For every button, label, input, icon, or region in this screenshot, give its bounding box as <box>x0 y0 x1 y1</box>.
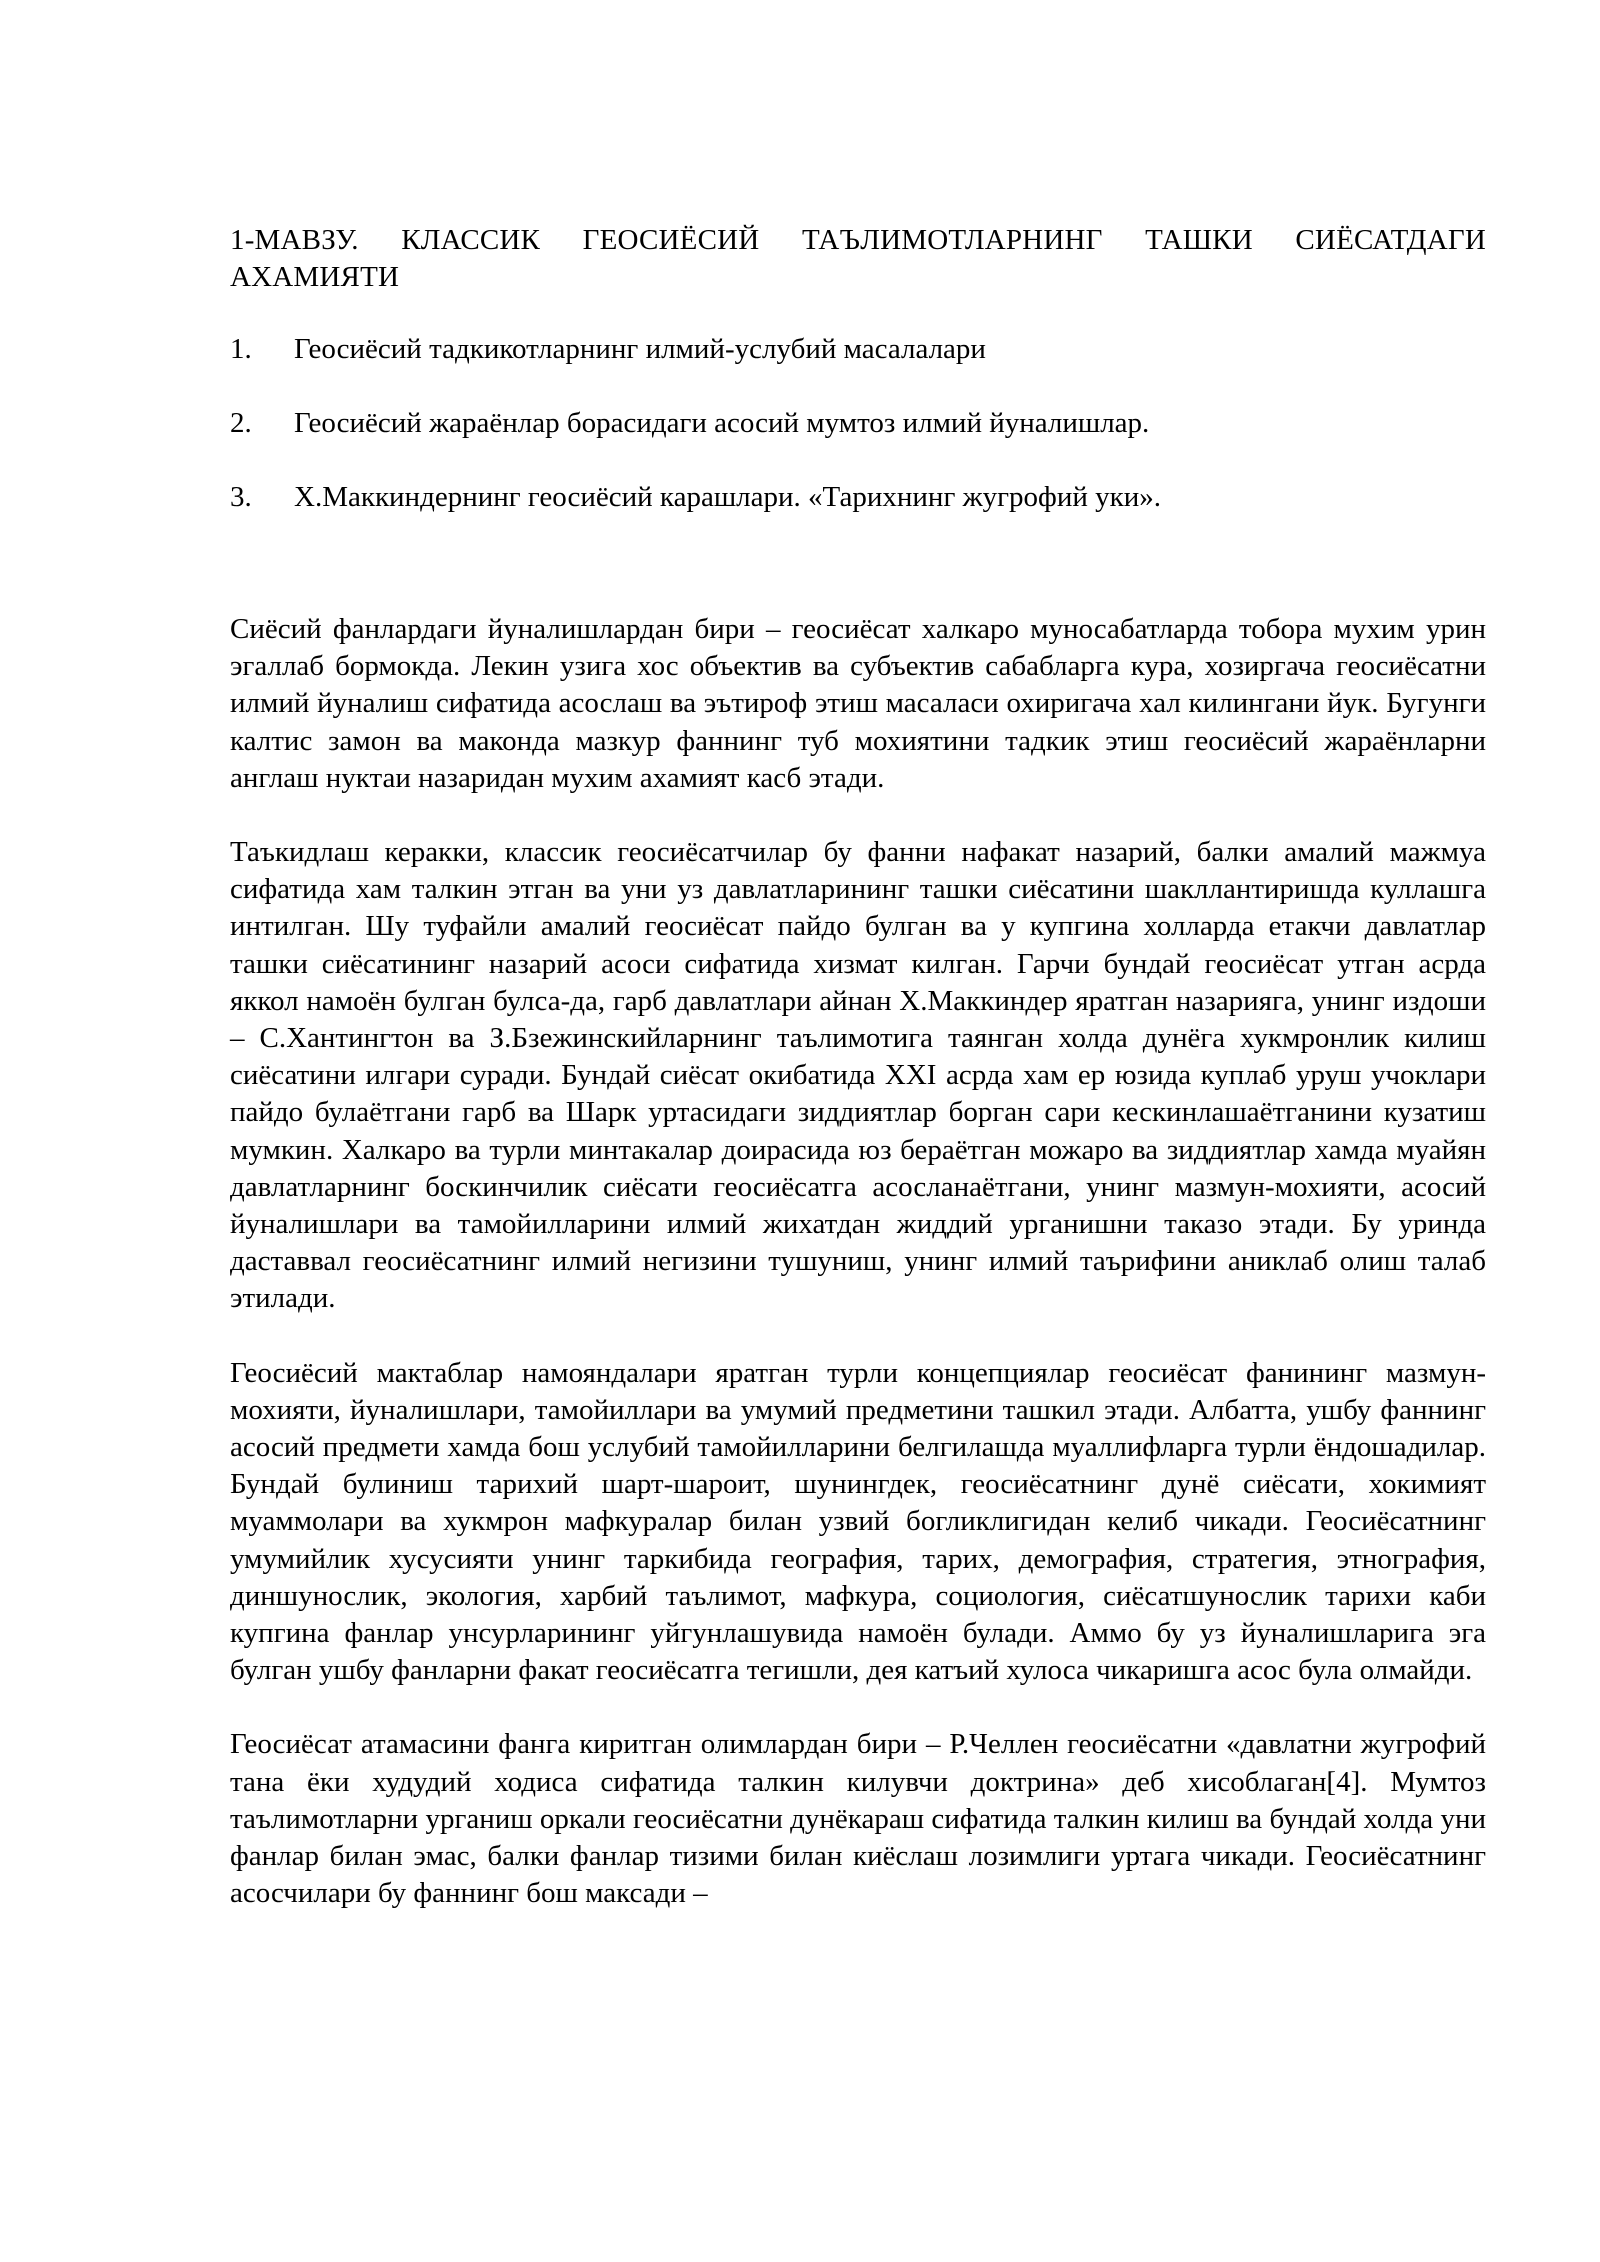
paragraph: Сиёсий фанлардаги йуналишлардан бири – геосиёсат халкаро муносабатларда тобора мухим урин эгаллаб бормокда. Лекин узига хос объектив ва субъектив сабабларга кура, хозиргача геосиёсатни илмий йуналиш сифатида асослаш ва эътироф этиш масаласи охиригача хал килингани йук. Бугунги калтис замон ва маконда мазкур фаннинг туб мохиятини тадкик этиш геосиёсий жараёнларни англаш нуктаи назаридан мухим ахамият касб этади. <box>230 613 1486 794</box>
outline-item-number: 3. <box>230 481 252 513</box>
paragraph: Геосиёсий мактаблар намояндалари яратган турли концепциялар геосиёсат фанининг мазмун-мохияти, йуналишлари, тамойиллари ва умумий предметини ташкил этади. Албатта, ушбу фаннинг асосий предмети хамда бош услубий тамойилларини белгилашда муаллифларга турли ёндошадилар. Бундай булиниш тарихий шарт-шароит, шунингдек, геосиёсатнинг дунё сиёсати, хокимият муаммолари ва хукмрон мафкуралар билан узвий богликлигидан келиб чикади. Геосиёсатнинг умумийлик хусусияти унинг таркибида география, тарих, демография, стратегия, этнография, диншунослик, экология, харбий таълимот, мафкура, социология, сиёсатшунослик тарихи каби купгина фанлар унсурларининг уйгунлашувида намоён булади. Аммо бу уз йуналишларига эга булган ушбу фанларни факат геосиёсатга тегишли, дея катъий хулоса чикаришга асос була олмайди. <box>230 1356 1486 1687</box>
body-text <box>230 611 1486 1913</box>
outline-item-text: Геосиёсий тадкикотларнинг илмий-услубий масалалари <box>294 333 986 365</box>
outline-item-text: Х.Маккиндернинг геосиёсий карашлари. «Тарихнинг жугрофий уки». <box>294 481 1161 513</box>
outline-item <box>230 479 1486 516</box>
paragraph: Геосиёсат атамасини фанга киритган олимлардан бири – Р.Челлен геосиёсатни «давлатни жугрофий тана ёки худудий ходиса сифатида талкин килувчи доктрина» деб хисоблаган[4]. Мумтоз таълимотларни урганиш оркали геосиёсатни дунёкараш сифатида талкин килиш ва бундай холда уни фанлар билан эмас, балки фанлар тизими билан киёслаш лозимлиги уртага чикади. Геосиёсатнинг асосчилари бу фаннинг бош максади – <box>230 1728 1486 1910</box>
outline-item-number: 2. <box>230 407 252 439</box>
outline-item <box>230 405 1486 442</box>
outline-item <box>230 331 1486 368</box>
outline-item-number: 1. <box>230 333 252 365</box>
topic-outline <box>230 331 1486 516</box>
document-title: 1-МАВЗУ. КЛАССИК ГЕОСИЁСИЙ ТАЪЛИМОТЛАРНИНГ ТАШКИ СИЁСАТДАГИ АХАМИЯТИ <box>230 224 1486 293</box>
document-page <box>230 222 1486 1950</box>
paragraph: Таъкидлаш керакки, классик геосиёсатчилар бу фанни нафакат назарий, балки амалий мажмуа сифатида хам талкин этган ва уни уз давлатларининг ташки сиёсатини шакллантиришда куллашга интилган. Шу туфайли амалий геосиёсат пайдо булган ва у купгина холларда етакчи давлатлар ташки сиёсатининг назарий асоси сифатида хизмат килган. Гарчи бундай геосиёсат утган асрда яккол намоён булган булса-да, гарб давлатлари айнан Х.Маккиндер яратган назарияга, унинг издоши – С.Хантингтон ва З.Бзежинскийларнинг таълимотига таянган холда дунёга хукмронлик килиш сиёсатини илгари суради. Бундай сиёсат окибатида XXI асрда хам ер юзида куплаб уруш учоклари пайдо булаётгани гарб ва Шарк уртасидаги зиддиятлар борган сари кескинлашаётганини кузатиш мумкин. Халкаро ва турли минтакалар доирасида юз бераётган можаро ва зиддиятлар хамда муайян давлатларнинг боскинчилик сиёсати геосиёсатга асосланаётгани, унинг мазмун-мохияти, асосий йуналишлари ва тамойилларини илмий жихатдан жиддий урганишни таказо этади. Бу уринда даставвал геосиёсатнинг илмий негизини тушуниш, унинг илмий таърифини аниклаб олиш талаб этилади. <box>230 836 1486 1315</box>
outline-item-text: Геосиёсий жараёнлар борасидаги асосий мумтоз илмий йуналишлар. <box>294 407 1150 439</box>
